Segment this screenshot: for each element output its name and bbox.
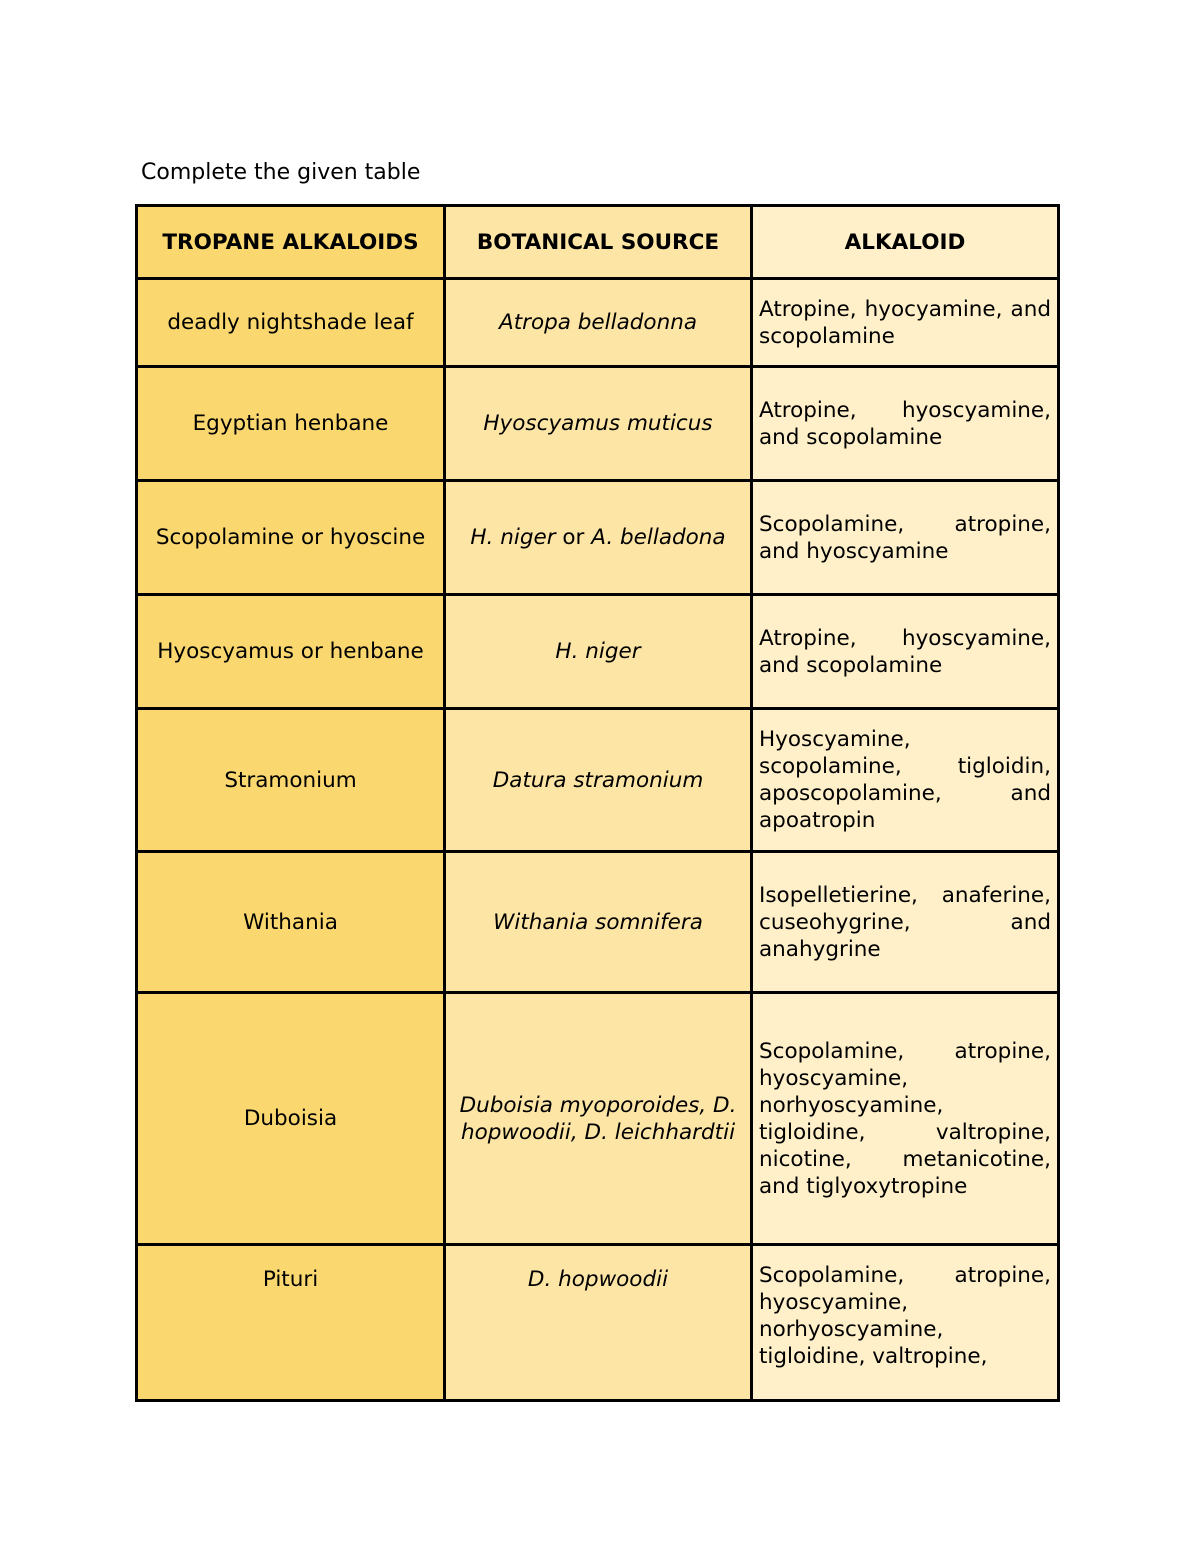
row-source: Atropa belladonna	[445, 279, 752, 367]
row-name: Hyoscyamus or henbane	[137, 595, 445, 709]
row-source-or: or	[555, 525, 592, 550]
intro-text: Complete the given table	[141, 160, 421, 185]
row-alkaloid: Isopelletierine, anaferine, cuseohygrine, and anahygrine	[752, 852, 1059, 993]
row-name: Withania	[137, 852, 445, 993]
row-source	[445, 481, 752, 595]
row-alkaloid: Hyoscyamine, scopolamine, tigloidin, aposcopolamine, and apoatropin	[752, 709, 1059, 852]
row-name: Scopolamine or hyoscine	[137, 481, 445, 595]
header-tropane-alkaloids: TROPANE ALKALOIDS	[137, 206, 445, 279]
tropane-alkaloids-table	[135, 204, 1060, 1402]
row-source-b: A. belladona	[591, 525, 726, 550]
row-alkaloid: Scopolamine, atropine, hyoscyamine, norhyoscyamine, tigloidine, valtropine, nicotine, metanicotine, and tiglyoxytropine	[752, 993, 1059, 1245]
table-row	[137, 481, 1059, 595]
row-source-a: H. niger	[470, 525, 556, 550]
row-name: Stramonium	[137, 709, 445, 852]
row-source: Duboisia myoporoides, D. hopwoodii, D. leichhardtii	[445, 993, 752, 1245]
row-name: Duboisia	[137, 993, 445, 1245]
table-row	[137, 852, 1059, 993]
row-source: Hyoscyamus muticus	[445, 367, 752, 481]
table-row	[137, 993, 1059, 1245]
header-alkaloid: ALKALOID	[752, 206, 1059, 279]
table-row	[137, 595, 1059, 709]
table-row	[137, 709, 1059, 852]
row-alkaloid: Atropine, hyocyamine, and scopolamine	[752, 279, 1059, 367]
row-name: deadly nightshade leaf	[137, 279, 445, 367]
row-name: Pituri	[137, 1245, 445, 1401]
row-source: Withania somnifera	[445, 852, 752, 993]
row-name: Egyptian henbane	[137, 367, 445, 481]
header-botanical-source: BOTANICAL SOURCE	[445, 206, 752, 279]
row-source: D. hopwoodii	[445, 1245, 752, 1401]
row-alkaloid: Scopolamine, atropine, and hyoscyamine	[752, 481, 1059, 595]
table-row	[137, 367, 1059, 481]
table-row	[137, 279, 1059, 367]
row-source: Datura stramonium	[445, 709, 752, 852]
table-row	[137, 1245, 1059, 1401]
row-alkaloid: Atropine, hyoscyamine, and scopolamine	[752, 367, 1059, 481]
row-source: H. niger	[445, 595, 752, 709]
row-alkaloid: Atropine, hyoscyamine, and scopolamine	[752, 595, 1059, 709]
row-alkaloid: Scopolamine, atropine, hyoscyamine, norhyoscyamine, tigloidine, valtropine,	[752, 1245, 1059, 1401]
header-row	[137, 206, 1059, 279]
